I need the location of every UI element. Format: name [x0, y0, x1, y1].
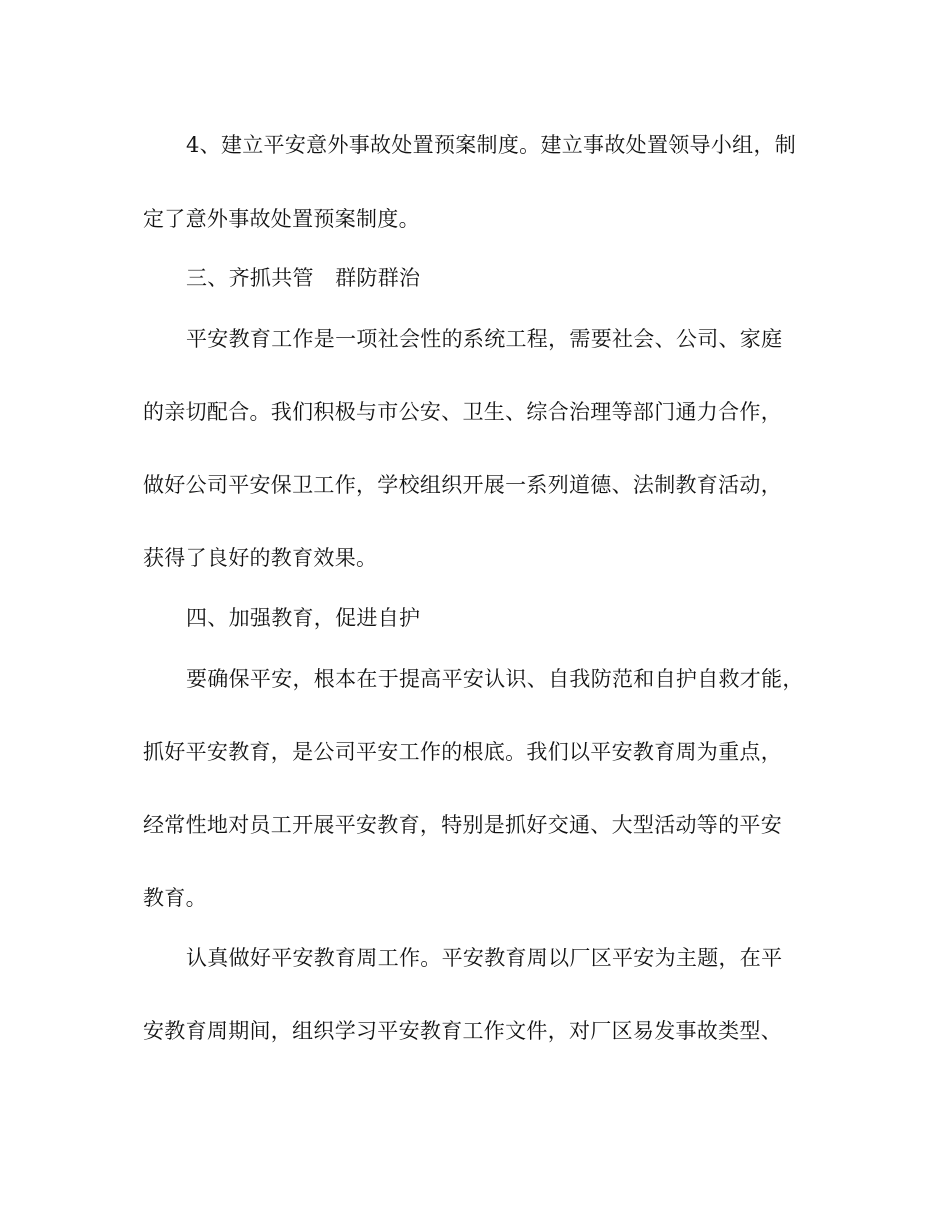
paragraph-line: 安教育周期间，组织学习平安教育工作文件，对厂区易发事故类型、	[143, 1019, 782, 1043]
paragraph-line: 教育。	[143, 886, 207, 910]
paragraph-line: 做好公司平安保卫工作，学校组织开展一系列道德、法制教育活动，	[143, 473, 782, 497]
paragraph-line: 要确保平安，根本在于提高平安认识、自我防范和自护自救才能，	[186, 667, 804, 691]
paragraph-line: 4、建立平安意外事故处置预案制度。建立事故处置领导小组，制	[186, 133, 797, 157]
paragraph-line: 定了意外事故处置预案制度。	[143, 207, 420, 231]
paragraph-line: 平安教育工作是一项社会性的系统工程，需要社会、公司、家庭	[186, 327, 783, 351]
paragraph-line: 认真做好平安教育周工作。平安教育周以厂区平安为主题，在平	[186, 946, 783, 970]
section-heading: 三、齐抓共管 群防群治	[186, 266, 421, 290]
paragraph-line: 的亲切配合。我们积极与市公安、卫生、综合治理等部门通力合作，	[143, 400, 782, 424]
paragraph-line: 抓好平安教育，是公司平安工作的根底。我们以平安教育周为重点，	[143, 740, 782, 764]
paragraph-line: 经常性地对员工开展平安教育，特别是抓好交通、大型活动等的平安	[143, 813, 782, 837]
paragraph-line: 获得了良好的教育效果。	[143, 546, 378, 570]
section-heading: 四、加强教育，促进自护	[186, 606, 421, 630]
